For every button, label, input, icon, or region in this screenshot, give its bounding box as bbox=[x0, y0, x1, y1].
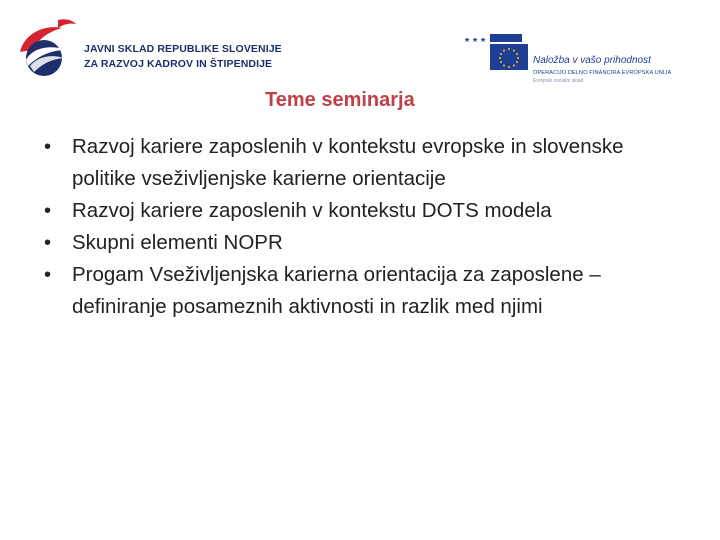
topic-list bbox=[40, 131, 680, 323]
bullet-icon: • bbox=[44, 264, 52, 286]
eu-slogan: Naložba v vašo prihodnost bbox=[533, 55, 651, 66]
list-item bbox=[40, 227, 680, 259]
slide-title: Teme seminarja bbox=[265, 89, 415, 111]
org-name-line1: JAVNI SKLAD REPUBLIKE SLOVENIJE bbox=[84, 43, 282, 55]
list-item bbox=[40, 259, 680, 323]
list-item-text: Razvoj kariere zaposlenih v kontekstu DOTS modela bbox=[72, 199, 552, 222]
list-item-text: Razvoj kariere zaposlenih v kontekstu evropske in slovenske politike vseživljenjske karierne orientacije bbox=[72, 135, 624, 190]
bullet-icon: • bbox=[44, 232, 52, 254]
eu-fund-line: Evropski socialni sklad bbox=[533, 78, 584, 84]
list-item bbox=[40, 195, 680, 227]
bullet-icon: • bbox=[44, 200, 52, 222]
svg-text:★: ★ bbox=[480, 37, 487, 44]
org-name-line2: ZA RAZVOJ KADROV IN ŠTIPENDIJE bbox=[84, 58, 273, 70]
jsrs-logo bbox=[14, 14, 282, 84]
list-item-text: Progam Vseživljenjska karierna orientacija za zaposlene – definiranje posameznih aktivnosti in razlik med njimi bbox=[72, 263, 601, 318]
svg-text:★: ★ bbox=[472, 37, 479, 44]
list-item bbox=[40, 131, 680, 195]
svg-text:★: ★ bbox=[464, 37, 471, 44]
jsrs-emblem-icon bbox=[14, 14, 84, 84]
bullet-icon: • bbox=[44, 136, 52, 158]
list-item-text: Skupni elementi NOPR bbox=[72, 231, 283, 254]
eu-program-line: OPERACIJO DELNO FINANCIRA EVROPSKA UNIJA bbox=[533, 70, 672, 76]
eu-funding-logo bbox=[460, 28, 710, 88]
